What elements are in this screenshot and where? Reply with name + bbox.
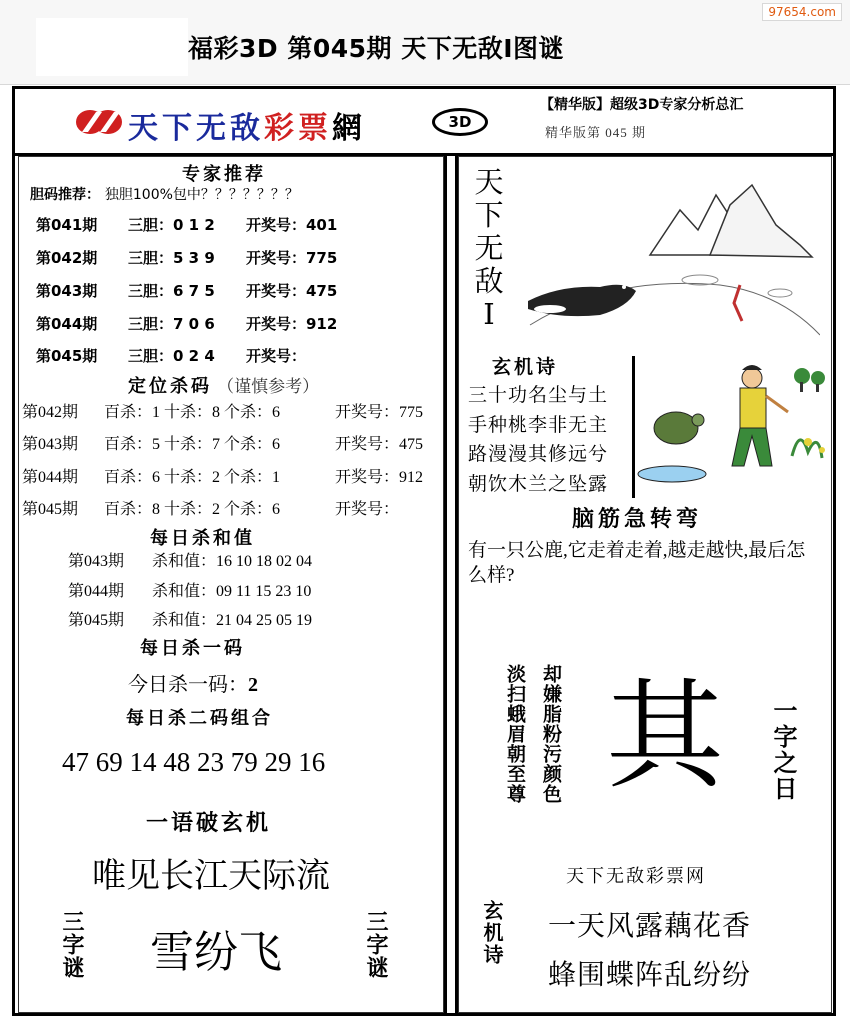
sum-row-issue: 第044期 bbox=[68, 583, 125, 600]
expert-recommend-title: 专家推荐 bbox=[182, 164, 266, 185]
column-divider bbox=[444, 156, 447, 1016]
daily-kill-two-title: 每日杀二码组合 bbox=[126, 708, 273, 729]
figure-title: 天下无敌Ⅰ bbox=[474, 165, 504, 331]
position-kill-note: （谨慎参考） bbox=[217, 377, 320, 396]
dan-row-kai: 开奖号：475 bbox=[246, 282, 338, 300]
lottery-logo-icon bbox=[72, 106, 128, 138]
position-row bbox=[22, 464, 424, 487]
position-row-kill: 百杀：5 十杀：7 个杀：6 bbox=[104, 436, 281, 453]
dan-recommend-row bbox=[30, 184, 299, 204]
position-row bbox=[22, 496, 400, 519]
dan-row-san: 三胆：0 2 4 bbox=[128, 347, 215, 365]
position-row-kill: 百杀：6 十杀：2 个杀：1 bbox=[104, 469, 281, 486]
one-character-label: 一字之日 bbox=[769, 698, 797, 802]
poem-title: 玄机诗 bbox=[492, 356, 559, 378]
dan-row-kai: 开奖号： bbox=[246, 347, 307, 365]
column-divider bbox=[455, 156, 458, 1016]
sum-row bbox=[68, 607, 313, 630]
couplet-column: 淡扫蛾眉朝至尊 bbox=[504, 664, 526, 804]
site-logo-text bbox=[128, 103, 366, 147]
sum-row bbox=[68, 578, 312, 601]
position-row-kai: 开奖号：912 bbox=[335, 469, 424, 486]
position-row-kill: 百杀：8 十杀：2 个杀：6 bbox=[104, 501, 281, 518]
dan-row bbox=[36, 280, 338, 301]
logo-text-c: 網 bbox=[332, 111, 366, 146]
sum-row-text: 杀和值：16 10 18 02 04 bbox=[152, 553, 313, 570]
kill-one-label: 今日杀一码： bbox=[128, 674, 248, 696]
position-row-kai: 开奖号： bbox=[335, 501, 400, 518]
page-title: 福彩3D 第045期 天下无敌Ⅰ图谜 bbox=[188, 34, 565, 63]
yiyu-text: 唯见长江天际流 bbox=[92, 856, 330, 896]
poem-line: 路漫漫其修远兮 bbox=[468, 443, 609, 465]
penguin-iceberg-illustration bbox=[520, 175, 820, 340]
poem-line: 三十功名尘与土 bbox=[468, 384, 609, 406]
position-row-issue: 第045期 bbox=[22, 501, 79, 518]
dan-row-issue: 第044期 bbox=[36, 315, 98, 333]
bottom-poem-line: 蜂围蝶阵乱纷纷 bbox=[548, 958, 752, 991]
sum-row-text: 杀和值：09 11 15 23 10 bbox=[152, 583, 312, 600]
dan-row-issue: 第042期 bbox=[36, 249, 98, 267]
dan-row-kai: 开奖号：775 bbox=[246, 249, 338, 267]
dan-label: 胆码推荐： bbox=[30, 187, 100, 203]
dan-row-kai: 开奖号：401 bbox=[246, 216, 338, 234]
dan-row-issue: 第041期 bbox=[36, 216, 98, 234]
sum-row-issue: 第043期 bbox=[68, 553, 125, 570]
farmer-turtle-illustration bbox=[632, 356, 830, 498]
sum-row bbox=[68, 548, 313, 571]
bottom-poem-line: 一天风露藕花香 bbox=[548, 909, 752, 942]
three-char-riddle-label: 三字谜 bbox=[363, 910, 388, 979]
three-char-riddle-label: 三字谜 bbox=[59, 910, 84, 979]
dan-row-issue: 第043期 bbox=[36, 282, 98, 300]
position-kill-title: 定位杀码 bbox=[128, 376, 212, 397]
position-row-issue: 第044期 bbox=[22, 469, 79, 486]
riddle-title: 脑筋急转弯 bbox=[572, 507, 703, 532]
position-row-issue: 第042期 bbox=[22, 404, 79, 421]
sum-row-issue: 第045期 bbox=[68, 612, 125, 629]
daily-sum-kill-title: 每日杀和值 bbox=[150, 528, 255, 549]
daily-kill-one-title: 每日杀一码 bbox=[140, 638, 245, 659]
kill-one-value: 2 bbox=[248, 674, 258, 696]
logo-placeholder bbox=[36, 18, 188, 76]
dan-row bbox=[36, 313, 338, 334]
dan-row-kai: 开奖号：912 bbox=[246, 315, 338, 333]
position-row-kai: 开奖号：775 bbox=[335, 404, 424, 421]
yiyu-title: 一语破玄机 bbox=[146, 811, 272, 836]
dan-row-san: 三胆：0 1 2 bbox=[128, 216, 215, 234]
site-url-watermark: 97654.com bbox=[762, 3, 842, 21]
dan-row bbox=[36, 247, 338, 268]
dan-row-san: 三胆：7 0 6 bbox=[128, 315, 215, 333]
edition-issue: 精华版第 045 期 bbox=[545, 125, 647, 140]
position-row-kill: 百杀：1 十杀：8 个杀：6 bbox=[104, 404, 281, 421]
dan-row-san: 三胆：6 7 5 bbox=[128, 282, 215, 300]
dan-row-issue: 第045期 bbox=[36, 347, 98, 365]
dan-row bbox=[36, 214, 338, 235]
position-row-kai: 开奖号：475 bbox=[335, 436, 424, 453]
poem-line: 朝饮木兰之坠露 bbox=[468, 473, 609, 495]
dan-row-san: 三胆：5 3 9 bbox=[128, 249, 215, 267]
site-name: 天下无敌彩票网 bbox=[566, 866, 706, 887]
position-row bbox=[22, 431, 424, 454]
big-character: 其 bbox=[606, 667, 725, 805]
couplet-column: 却嫌脂粉污颜色 bbox=[540, 664, 562, 804]
kill-one-row bbox=[128, 668, 258, 697]
dan-row bbox=[36, 345, 307, 366]
logo-text-b: 彩票 bbox=[264, 111, 332, 146]
riddle-text: 有一只公鹿,它走着走着,越走越快,最后怎么样? bbox=[468, 540, 806, 586]
position-row-issue: 第043期 bbox=[22, 436, 79, 453]
poem-line: 手种桃李非无主 bbox=[468, 414, 609, 436]
edition-title: 【精华版】超级3D专家分析总汇 bbox=[540, 97, 744, 113]
logo-text-a: 天下无敌 bbox=[128, 111, 264, 146]
badge-3d: 3D bbox=[432, 108, 488, 136]
position-row bbox=[22, 399, 424, 422]
dan-text: 独胆100%包中？？？？？？？ bbox=[104, 187, 299, 203]
position-kill-heading bbox=[128, 372, 319, 398]
three-char-riddle-text: 雪纷飞 bbox=[150, 927, 282, 978]
kill-two-codes: 47 69 14 48 23 79 29 16 bbox=[62, 747, 326, 777]
sum-row-text: 杀和值：21 04 25 05 19 bbox=[152, 612, 313, 629]
bottom-poem-label: 玄机诗 bbox=[480, 900, 504, 966]
